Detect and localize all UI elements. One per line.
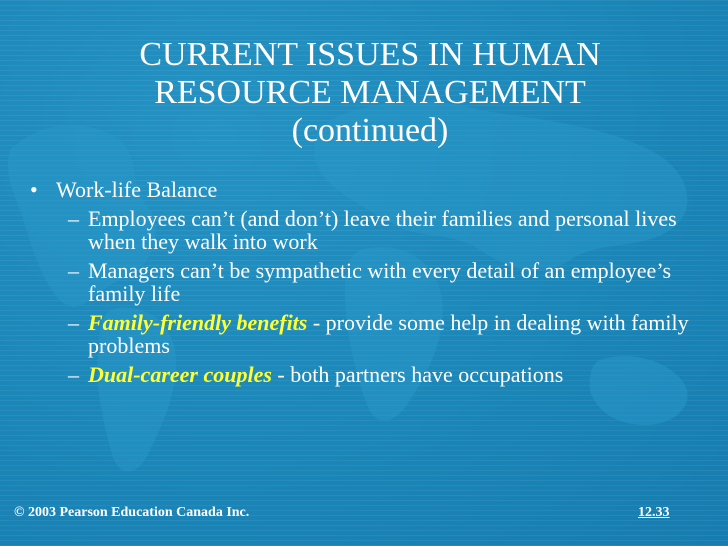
slide-title <box>60 36 680 150</box>
sub-bullet-text: - provide some help in dealing with family problems <box>88 310 689 358</box>
sub-bullet-text: Managers can’t be sympathetic with every detail of an employee’s family life <box>88 258 671 306</box>
slide-body <box>30 178 710 386</box>
sub-bullet-item <box>30 363 710 386</box>
dash-icon: – <box>68 258 79 283</box>
sub-bullet-text: Employees can’t (and don’t) leave their families and personal lives when they walk into work <box>88 206 677 254</box>
dash-icon: – <box>68 206 79 231</box>
sub-bullet-text: - both partners have occupations <box>271 362 564 387</box>
slide-number: 12.33 <box>638 505 670 520</box>
title-line: (continued) <box>291 112 449 149</box>
bullet-dot-icon: • <box>30 177 38 202</box>
sub-bullet-item <box>30 207 710 253</box>
sub-bullet-item <box>30 259 710 305</box>
bullet-text: Work-life Balance <box>56 177 218 202</box>
title-line: CURRENT ISSUES IN HUMAN <box>139 36 601 73</box>
highlighted-term: Family-friendly benefits <box>88 310 308 335</box>
highlighted-term: Dual-career couples <box>88 362 272 387</box>
copyright-footer: © 2003 Pearson Education Canada Inc. <box>14 505 250 520</box>
dash-icon: – <box>68 310 79 335</box>
title-line: RESOURCE MANAGEMENT <box>154 74 586 111</box>
dash-icon: – <box>68 362 79 387</box>
bullet-item <box>30 178 710 201</box>
sub-bullet-item <box>30 311 710 357</box>
